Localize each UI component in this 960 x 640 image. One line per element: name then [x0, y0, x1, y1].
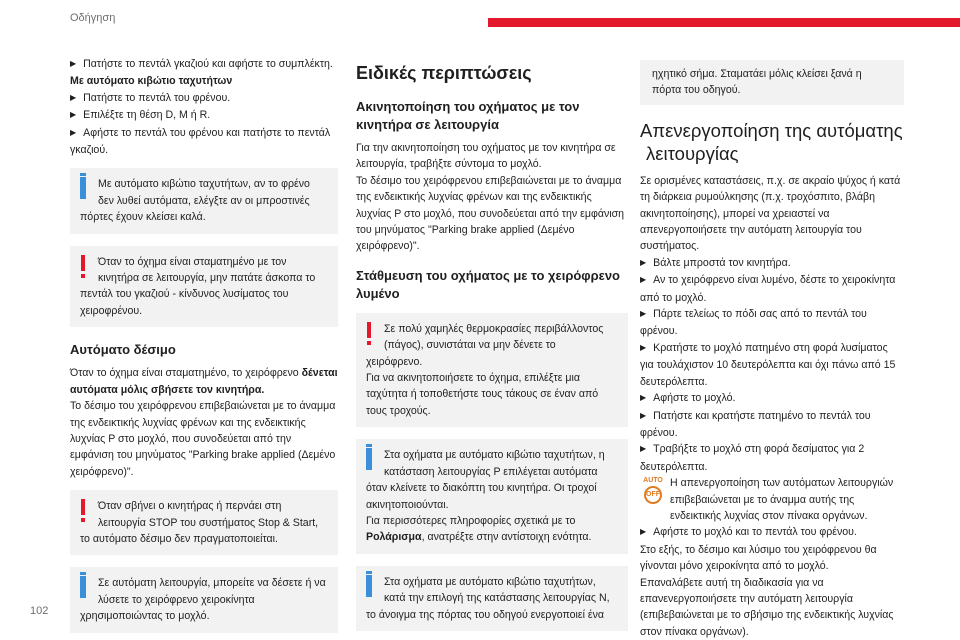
- info-note: [356, 439, 628, 553]
- paragraph: [70, 365, 338, 398]
- warning-note: [70, 490, 338, 555]
- step-item-tail: γκαζιού.: [70, 144, 109, 157]
- paragraph: Για την ακινητοποίηση του οχήματος με τον κινητήρα σε λειτουργία, τραβήξτε σύντομα το μοχλό.: [356, 142, 616, 171]
- note-text-part: Για περισσότερες πληροφορίες σχετικά με το: [366, 514, 576, 527]
- warning-icon: [80, 499, 86, 521]
- heading-line: Απενεργοποίηση της αυτόματης: [640, 119, 903, 141]
- warning-icon: [80, 255, 86, 277]
- note-text: πεντάλ του γκαζιού - κίνδυνος λυσίματος του χειροφρένου.: [80, 288, 289, 317]
- step-item: ▶ Πατήστε το πεντάλ του φρένου.: [70, 90, 338, 107]
- icon-label: OFF: [644, 486, 662, 504]
- step-item: ▶ Τραβήξτε το μοχλό στη φορά δεσίματος για 2 δευτερόλεπτα.: [640, 441, 904, 475]
- note-text: χρησιμοποιώντας το μοχλό.: [80, 610, 210, 623]
- step-item: ▶ Αν το χειρόφρενο είναι λυμένο, δέστε το χειροκίνητα από το μοχλό.: [640, 272, 904, 306]
- step-item: ▶ Πατήστε το πεντάλ γκαζιού και αφήστε το συμπλέκτη.: [70, 56, 338, 73]
- info-icon: [80, 177, 86, 199]
- heading-deactivate-auto: [640, 119, 904, 165]
- info-note: [70, 168, 338, 233]
- step-item: ▶ Βάλτε μπροστά τον κινητήρα.: [640, 255, 904, 272]
- warning-note: [70, 246, 338, 328]
- note-lead: Σε πολύ χαμηλές θερμοκρασίες περιβάλλοντος (πάγος), συνιστάται να μην δένετε το: [384, 322, 604, 352]
- note-text-part: , ανατρέξτε στην αντίστοιχη ενότητα.: [421, 531, 592, 544]
- info-icon: [366, 575, 372, 597]
- note-text: το άνοιγμα της πόρτας του οδηγού ενεργοποιεί ένα: [366, 608, 605, 621]
- note-text: ηχητικό σήμα. Σταματάει μόλις κλείσει ξανά η πόρτα του οδηγού.: [652, 68, 862, 97]
- paragraph-emphasis: δένεται αυτόματα μόλις σβήσετε τον κινητήρα.: [70, 367, 338, 396]
- paragraph: Η απενεργοποίηση των αυτόματων λειτουργιών επιβεβαιώνεται με το άναμμα αυτής της ενδεικτικής λυχνίας στον πίνακα οργάνων.: [670, 477, 894, 522]
- paragraph: Το δέσιμο του χειρόφρενου επιβεβαιώνεται με το άναμμα της ενδεικτικής λυχνίας φρένων και της ενδεικτικής λυχνίας P στο μοχλό, που συνοδεύεται από την εμφάνιση του μηνύματος "Parking brake applied (Δεμένο χειρόφρενο)".: [70, 400, 336, 478]
- left-column: [70, 56, 338, 640]
- heading-line: λειτουργίας: [646, 142, 739, 164]
- heading-auto-brake: Αυτόματο δέσιμο: [70, 342, 176, 358]
- paragraph: Το δέσιμο του χειρόφρενου επιβεβαιώνεται με το άναμμα της ενδεικτικής λυχνίας φρένων και της ενδεικτικής λυχνίας P στο μοχλό, που συνοδεύεται από την εμφάνιση του μηνύματος "Parking brake applied (Δεμένο χειρόφρενο)".: [356, 174, 625, 253]
- paragraph-text: Όταν το όχημα είναι σταματημένο, το χειρόφρενο: [70, 367, 299, 380]
- note-text: πόρτες έχουν κλείσει καλά.: [80, 211, 206, 224]
- step-item: ▶ Αφήστε το μοχλό.: [640, 390, 904, 407]
- subheading-automatic: Με αυτόματο κιβώτιο ταχυτήτων: [70, 75, 233, 88]
- note-lead: Σε αυτόματη λειτουργία, μπορείτε να δέσετε ή να λύσετε το χειρόφρενο χειροκίνητα: [98, 577, 326, 606]
- note-text: Για να ακινητοποιήσετε το όχημα, επιλέξτε μια ταχύτητα ή τοποθετήστε τους τάκους σε έναν από τους τροχούς.: [366, 372, 599, 417]
- step-item: ▶ Αφήστε το πεντάλ του φρένου και πατήστε το πεντάλ: [70, 125, 338, 142]
- running-header: Οδήγηση: [70, 12, 116, 24]
- step-item: ▶ Πατήστε και κρατήστε πατημένο το πεντάλ του φρένου.: [640, 408, 904, 442]
- section-heading: Ειδικές περιπτώσεις: [356, 63, 532, 83]
- header-accent-bar: [488, 18, 960, 27]
- right-column: [640, 60, 904, 640]
- warning-icon: [366, 322, 372, 344]
- note-text: [366, 513, 618, 546]
- note-emphasis: Ρολάρισμα: [366, 531, 422, 544]
- heading-parking-released: Στάθμευση του οχήματος με το χειρόφρενο λυμένο: [356, 267, 620, 301]
- step-item: ▶ Πάρτε τελείως το πόδι σας από το πεντάλ του φρένου.: [640, 306, 904, 340]
- note-lead: Όταν το όχημα είναι σταματημένο με τον κινητήρα σε λειτουργία, μην πατάτε άσκοπα το: [98, 255, 316, 285]
- info-icon: [80, 576, 86, 598]
- info-note: [356, 566, 628, 631]
- heading-engine-running: Ακινητοποίηση του οχήματος με τον κινητήρα σε λειτουργία: [356, 99, 580, 132]
- note-text: χειρόφρενο.: [366, 355, 423, 368]
- note-lead: Στα οχήματα με αυτόματο κιβώτιο ταχυτήτων, η κατάσταση λειτουργίας P επιλέγεται αυτόματα: [384, 449, 605, 478]
- auto-off-warning-light-icon: [640, 477, 666, 505]
- paragraph: Επαναλάβετε αυτή τη διαδικασία για να επανενεργοποιήσετε την αυτόματη λειτουργία (επιβεβαιώνεται με το σβήσιμο της ενδεικτικής λυχνίας στον πίνακα οργάνων).: [640, 576, 894, 638]
- page-number: 102: [30, 605, 49, 617]
- paragraph: Σε ορισμένες καταστάσεις, π.χ. σε ακραίο ψύχος ή κατά τη διάρκεια ρυμούλκησης (π.χ. τροχόσπιτο, βλάβη ακινητοποίησης), μπορεί να χρειαστεί να απενεργοποιήσετε την αυτόματη λειτουργία του συστήματος.: [640, 174, 901, 253]
- auto-off-note: [640, 475, 904, 524]
- note-lead: Στα οχήματα με αυτόματο κιβώτιο ταχυτήτων, κατά την επιλογή της κατάστασης λειτουργίας N,: [384, 575, 610, 605]
- step-item: ▶ Κρατήστε το μοχλό πατημένο στη φορά λυσίματος για τουλάχιστον 10 δευτερόλεπτα και όχι πάνω από 15 δευτερόλεπτα.: [640, 340, 904, 390]
- note-text: όταν κλείνετε το διακόπτη του κινητήρα. Οι τροχοί ακινητοποιούνται.: [366, 482, 597, 511]
- info-note: [70, 567, 338, 632]
- paragraph: Στο εξής, το δέσιμο και λύσιμο του χειρόφρενου θα γίνονται μόνο χειροκίνητα από το μοχλό.: [640, 543, 877, 573]
- middle-column: [356, 56, 628, 631]
- warning-note: [356, 313, 628, 427]
- note-lead: Όταν σβήνει ο κινητήρας ή περνάει στη λειτουργία STOP του συστήματος Stop & Start,: [98, 500, 319, 529]
- note-text: το αυτόματο δέσιμο δεν πραγματοποιείται.: [80, 532, 278, 545]
- icon-label: AUTO: [643, 477, 663, 485]
- info-note-continuation: [640, 60, 904, 105]
- note-lead: Με αυτόματο κιβώτιο ταχυτήτων, αν το φρένο δεν λυθεί αυτόματα, ελέγξτε αν οι μπροστινές: [98, 178, 310, 207]
- info-icon: [366, 448, 372, 470]
- step-item: ▶ Αφήστε το μοχλό και το πεντάλ του φρένου.: [640, 524, 904, 541]
- step-item: ▶ Επιλέξτε τη θέση D, M ή R.: [70, 107, 338, 124]
